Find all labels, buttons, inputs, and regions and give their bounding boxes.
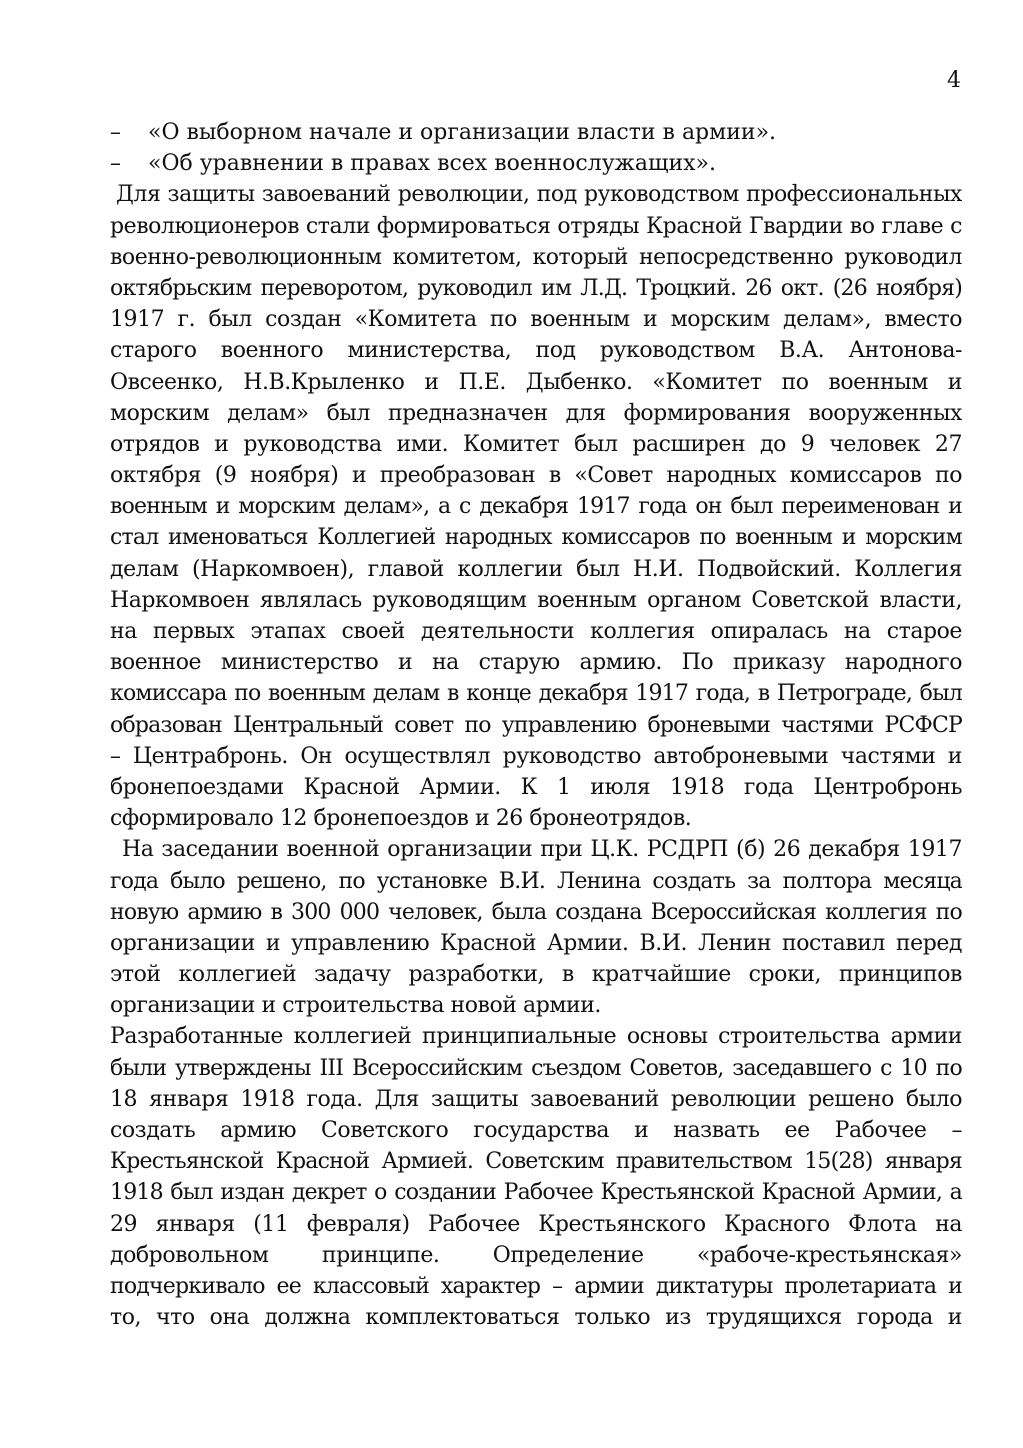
text-line: 1918 был издан декрет о создании Рабочее Крестьянской Красной Армии, а — [110, 1180, 962, 1206]
text-line: то, что она должна комплектоваться только из трудящихся города и — [110, 1305, 962, 1331]
text-line: На заседании военной организации при Ц.К. РСДРП (б) 26 декабря 1917 — [122, 837, 962, 863]
page-number: 4 — [947, 68, 961, 93]
text-line: образован Центральный совет по управлению броневыми частями РСФСР — [110, 712, 962, 738]
text-line: сформировало 12 бронепоездов и 26 бронеотрядов. — [110, 806, 692, 832]
text-line: 1917 г. был создан «Комитета по военным и морским делам», вместо — [110, 307, 962, 333]
text-line: октября (9 ноября) и преобразован в «Совет народных комиссаров по — [110, 463, 962, 489]
text-line: бронепоездами Красной Армии. К 1 июля 1918 года Центробронь — [110, 774, 962, 800]
text-line: стал именоваться Коллегией народных комиссаров по военным и морским — [110, 525, 962, 551]
text-line: делам (Наркомвоен), главой коллегии был Н.И. Подвойский. Коллегия — [110, 556, 962, 582]
text-line: 18 января 1918 года. Для защиты завоеваний революции решено было — [110, 1086, 962, 1112]
text-line: создать армию Советского государства и назвать ее Рабочее – — [110, 1118, 962, 1144]
text-line: этой коллегией задачу разработки, в кратчайшие сроки, принципов — [110, 962, 962, 988]
list-item — [110, 148, 962, 179]
text-line: подчеркивало ее классовый характер – армии диктатуры пролетариата и — [110, 1273, 962, 1299]
text-line: года было решено, по установке В.И. Ленина создать за полтора месяца — [110, 868, 962, 894]
text-line: организации и управлению Красной Армии. В.И. Ленин поставил перед — [110, 930, 962, 956]
text-line: добровольном принципе. Определение «рабоче-крестьянская» — [110, 1242, 962, 1268]
list-dash: – — [110, 151, 121, 177]
text-line: октябрьским переворотом, руководил им Л.Д. Троцкий. 26 окт. (26 ноября) — [110, 275, 962, 301]
text-line: морским делам» был предназначен для формирования вооруженных — [110, 400, 962, 426]
text-line: военно-революционным комитетом, который непосредственно руководил — [110, 244, 962, 270]
text-line: организации и строительства новой армии. — [110, 993, 601, 1019]
text-line: отрядов и руководства ими. Комитет был расширен до 9 человек 27 — [110, 431, 962, 457]
text-line: Наркомвоен являлась руководящим военным органом Советской власти, — [110, 587, 962, 613]
list-item — [110, 117, 962, 148]
text-line: были утверждены III Всероссийским съездом Советов, заседавшего с 10 по — [110, 1055, 962, 1081]
list-item-text: «Об уравнении в правах всех военнослужащих». — [148, 151, 716, 177]
page-content — [110, 117, 962, 1333]
text-line: Крестьянской Красной Армией. Советским правительством 15(28) января — [110, 1149, 962, 1175]
text-line: Для защиты завоеваний революции, под руководством профессиональных — [116, 182, 962, 208]
text-line: 29 января (11 февраля) Рабочее Крестьянского Красного Флота на — [110, 1211, 962, 1237]
text-line: старого военного министерства, под руководством В.А. Антонова- — [110, 338, 962, 364]
text-line: Овсеенко, Н.В.Крыленко и П.Е. Дыбенко. «Комитет по военным и — [110, 369, 962, 395]
body-text — [110, 179, 962, 1333]
text-line: военным и морским делам», а с декабря 1917 года он был переименован и — [110, 494, 962, 520]
text-line: – Центрабронь. Он осуществлял руководство автоброневыми частями и — [110, 743, 962, 769]
text-line: Разработанные коллегией принципиальные основы строительства армии — [110, 1024, 962, 1050]
list-item-text: «О выборном начале и организации власти в армии». — [148, 120, 777, 145]
text-line: революционеров стали формироваться отряды Красной Гвардии во главе с — [110, 213, 962, 239]
text-line: новую армию в 300 000 человек, была создана Всероссийская коллегия по — [110, 899, 962, 925]
list-dash: – — [110, 120, 121, 145]
text-line: комиссара по военным делам в конце декабря 1917 года, в Петрограде, был — [110, 681, 962, 707]
text-line: на первых этапах своей деятельности коллегия опиралась на старое — [110, 619, 962, 645]
text-line: военное министерство и на старую армию. По приказу народного — [110, 650, 962, 676]
